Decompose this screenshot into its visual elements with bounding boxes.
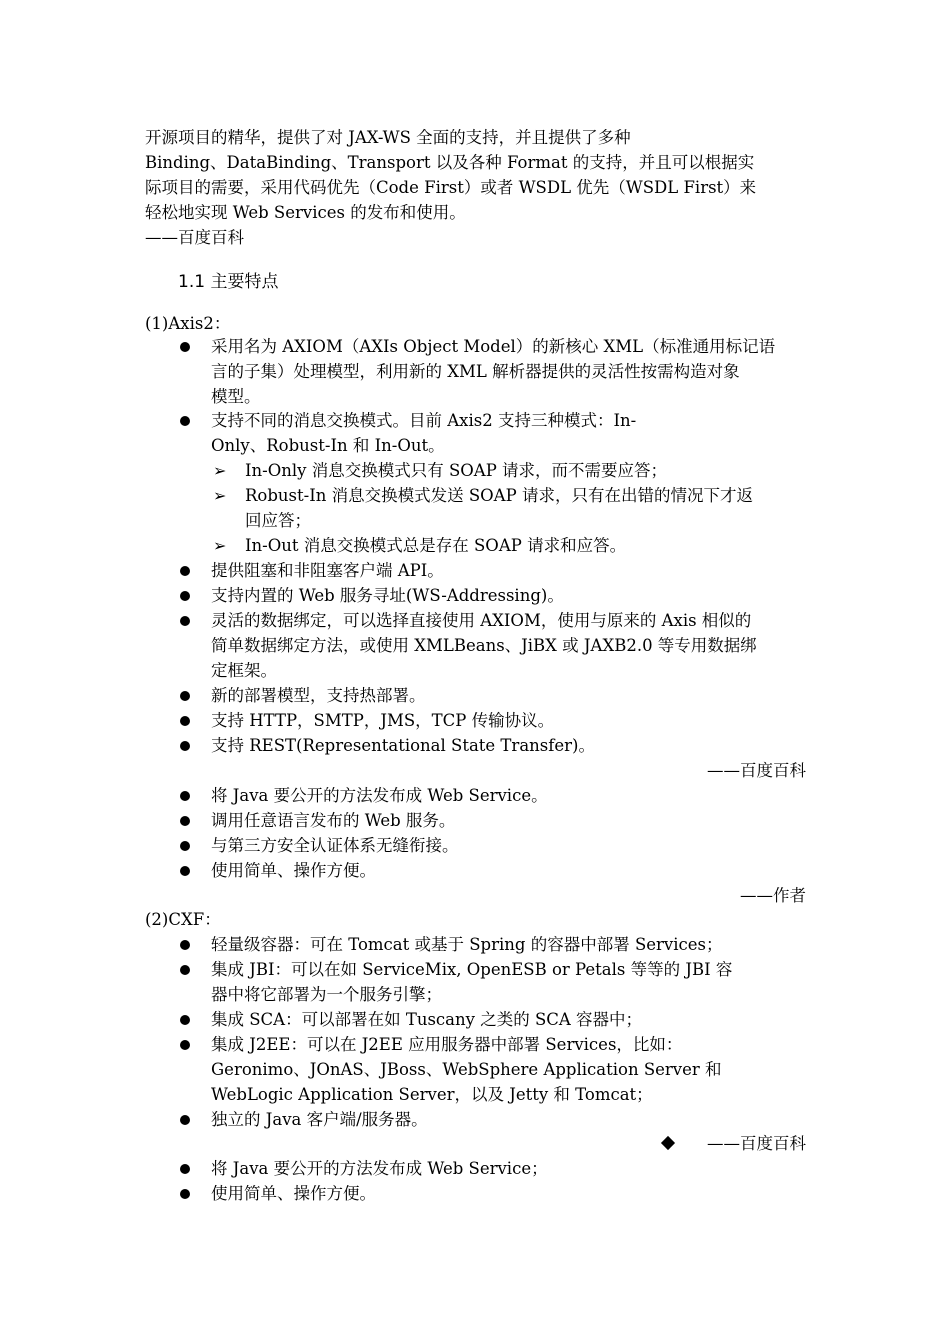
bullet-icon xyxy=(180,1040,190,1050)
axis2-b2-line-1: 支持不同的消息交换模式。目前 Axis2 支持三种模式：In- xyxy=(211,411,637,430)
axis2-b7: 支持 HTTP，SMTP，JMS，TCP 传输协议。 xyxy=(211,711,555,730)
intro-line-2: Binding、DataBinding、Transport 以及各种 Format 的支持，并且可以根据实 xyxy=(145,153,755,172)
cxf-b6: 将 Java 要公开的方法发布成 Web Service； xyxy=(211,1159,548,1178)
axis2-b12: 使用简单、操作方便。 xyxy=(211,861,376,880)
axis2-b6: 新的部署模型，支持热部署。 xyxy=(211,686,426,705)
bullet-icon xyxy=(180,616,190,626)
intro-source: ——百度百科 xyxy=(145,228,244,247)
cxf-b7: 使用简单、操作方便。 xyxy=(211,1184,376,1203)
axis2-b8: 支持 REST(Representational State Transfer)。 xyxy=(211,736,595,755)
bullet-icon xyxy=(180,716,190,726)
axis2-b1-line-1: 采用名为 AXIOM（AXIs Object Model）的新核心 XML（标准通用标记语 xyxy=(211,337,776,356)
arrow-bullet-icon: ➢ xyxy=(213,461,227,480)
cxf-heading: (2)CXF： xyxy=(145,910,221,929)
cxf-b5: 独立的 Java 客户端/服务器。 xyxy=(211,1110,428,1129)
axis2-sub2-line-2: 回应答； xyxy=(245,511,311,530)
axis2-b1-line-3: 模型。 xyxy=(211,387,261,406)
bullet-icon xyxy=(180,741,190,751)
axis2-b9: 将 Java 要公开的方法发布成 Web Service。 xyxy=(211,786,548,805)
cxf-b3: 集成 SCA：可以部署在如 Tuscany 之类的 SCA 容器中； xyxy=(211,1010,643,1029)
bullet-icon xyxy=(180,566,190,576)
bullet-icon xyxy=(180,691,190,701)
axis2-heading: (1)Axis2： xyxy=(145,314,231,333)
axis2-source-author: ——作者 xyxy=(740,886,806,905)
axis2-b10: 调用任意语言发布的 Web 服务。 xyxy=(211,811,456,830)
axis2-b5-line-1: 灵活的数据绑定，可以选择直接使用 AXIOM，使用与原来的 Axis 相似的 xyxy=(211,611,752,630)
intro-line-3: 际项目的需要，采用代码优先（Code First）或者 WSDL 优先（WSDL First）来 xyxy=(145,178,757,197)
axis2-b11: 与第三方安全认证体系无缝衔接。 xyxy=(211,836,459,855)
cxf-b4-line-3: WebLogic Application Server，以及 Jetty 和 Tomcat； xyxy=(211,1085,653,1104)
axis2-b3: 提供阻塞和非阻塞客户端 API。 xyxy=(211,561,444,580)
bullet-icon xyxy=(180,591,190,601)
bullet-icon xyxy=(180,342,190,352)
bullet-icon xyxy=(180,866,190,876)
intro-line-4: 轻松地实现 Web Services 的发布和使用。 xyxy=(145,203,466,222)
bullet-icon xyxy=(180,965,190,975)
bullet-icon xyxy=(180,1015,190,1025)
axis2-b5-line-3: 定框架。 xyxy=(211,661,277,680)
axis2-sub1: In-Only 消息交换模式只有 SOAP 请求，而不需要应答； xyxy=(245,461,668,480)
bullet-icon xyxy=(180,1115,190,1125)
axis2-b4: 支持内置的 Web 服务寻址(WS-Addressing)。 xyxy=(211,586,564,605)
axis2-sub2-line-1: Robust-In 消息交换模式发送 SOAP 请求，只有在出错的情况下才返 xyxy=(245,486,753,505)
cxf-b2-line-1: 集成 JBI：可以在如 ServiceMix, OpenESB or Petals 等等的 JBI 容 xyxy=(211,960,733,979)
diamond-bullet-icon xyxy=(661,1136,675,1150)
section-title: 1.1 主要特点 xyxy=(178,272,279,292)
bullet-icon xyxy=(180,841,190,851)
cxf-source-baidu: ——百度百科 xyxy=(707,1134,806,1153)
bullet-icon xyxy=(180,791,190,801)
cxf-b2-line-2: 器中将它部署为一个服务引擎； xyxy=(211,985,442,1004)
arrow-bullet-icon: ➢ xyxy=(213,536,227,555)
bullet-icon xyxy=(180,816,190,826)
cxf-b4-line-2: Geronimo、JOnAS、JBoss、WebSphere Application Server 和 xyxy=(211,1060,722,1079)
axis2-b1-line-2: 言的子集）处理模型，利用新的 XML 解析器提供的灵活性按需构造对象 xyxy=(211,362,740,381)
axis2-b2-line-2: Only、Robust-In 和 In-Out。 xyxy=(211,436,445,455)
bullet-icon xyxy=(180,1189,190,1199)
arrow-bullet-icon: ➢ xyxy=(213,486,227,505)
axis2-b5-line-2: 简单数据绑定方法，或使用 XMLBeans、JiBX 或 JAXB2.0 等专用数据绑 xyxy=(211,636,757,655)
bullet-icon xyxy=(180,1164,190,1174)
axis2-sub3: In-Out 消息交换模式总是存在 SOAP 请求和应答。 xyxy=(245,536,627,555)
cxf-b4-line-1: 集成 J2EE：可以在 J2EE 应用服务器中部署 Services，比如： xyxy=(211,1035,683,1054)
axis2-source-baidu: ——百度百科 xyxy=(707,761,806,780)
cxf-b1: 轻量级容器：可在 Tomcat 或基于 Spring 的容器中部署 Services； xyxy=(211,935,723,954)
bullet-icon xyxy=(180,416,190,426)
bullet-icon xyxy=(180,940,190,950)
intro-line-1: 开源项目的精华，提供了对 JAX-WS 全面的支持，并且提供了多种 xyxy=(145,128,631,147)
